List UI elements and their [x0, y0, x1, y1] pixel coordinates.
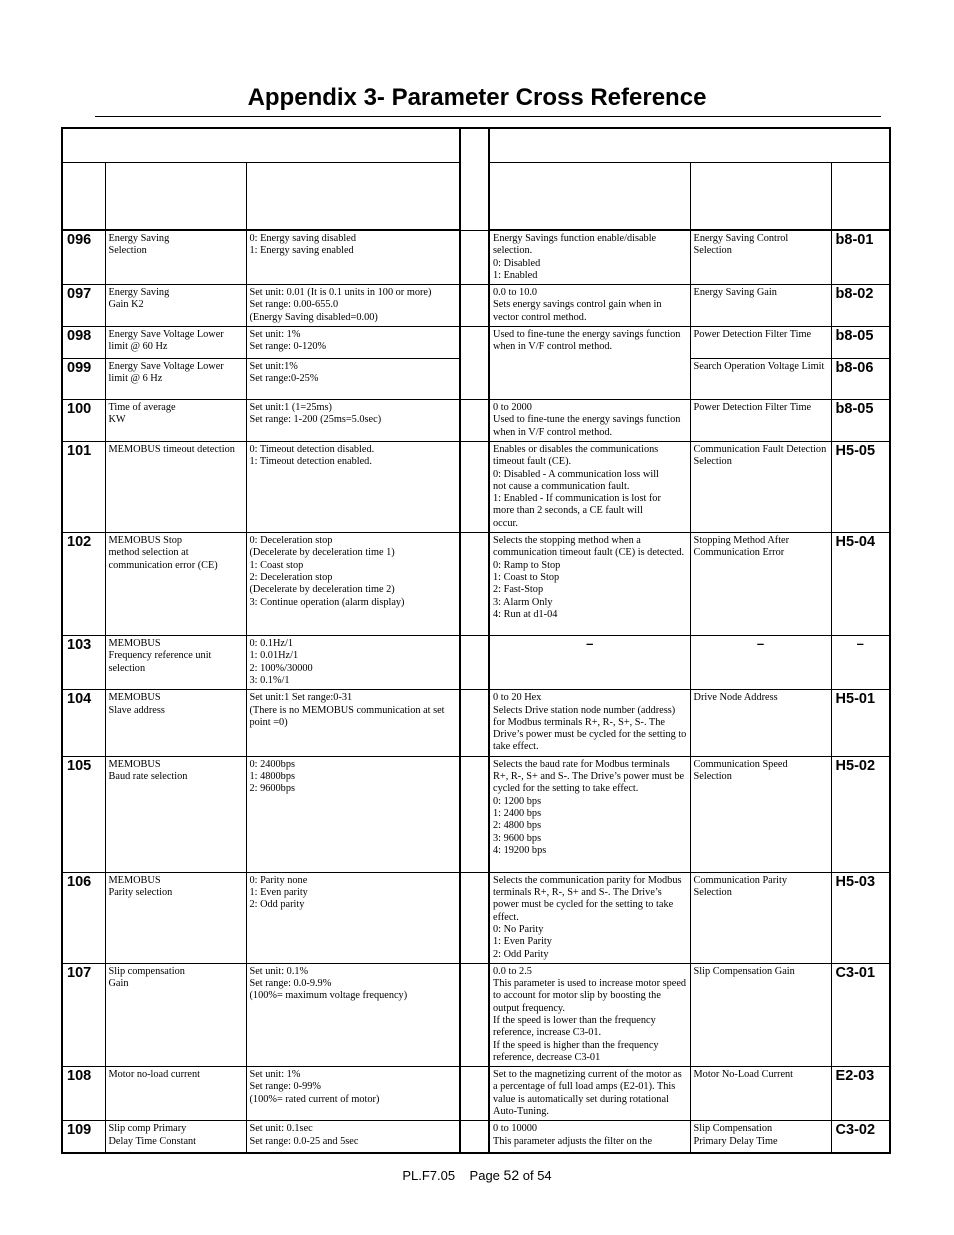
param-new-name: Slip Compensation Primary Delay Time	[690, 1121, 831, 1153]
param-number: 096	[62, 230, 105, 285]
param-name: Time of average KW	[105, 400, 246, 442]
table-row	[62, 441, 890, 532]
param-number: 097	[62, 285, 105, 327]
param-name: Energy Saving Selection	[105, 230, 246, 285]
param-code: H5-01	[831, 690, 890, 756]
table-row	[62, 1121, 890, 1153]
parameter-table	[61, 127, 891, 1154]
param-number: 102	[62, 533, 105, 636]
param-setting: Set unit: 1% Set range: 0-120%	[246, 327, 460, 359]
param-code: b8-05	[831, 327, 890, 359]
param-number: 107	[62, 963, 105, 1066]
param-number: 109	[62, 1121, 105, 1153]
table-row	[62, 230, 890, 285]
param-description: Selects the communication parity for Modbus terminals R+, R-, S+ and S-. The Drive’s power must be cycled for the setting to take effect. 0: No Parity 1: Even Parity 2: Odd Parity	[489, 872, 690, 963]
table-row	[62, 872, 890, 963]
header-cell	[246, 163, 460, 231]
table-row	[62, 1067, 890, 1121]
param-code: b8-05	[831, 400, 890, 442]
doc-id: PL.F7.05	[402, 1168, 456, 1183]
header-cell	[489, 163, 690, 231]
param-description: Selects the baud rate for Modbus terminals R+, R-, S+ and S-. The Drive’s power must be cycled for the setting to take effect. 0: 1200 bps 1: 2400 bps 2: 4800 bps 3: 9600 bps 4: 19200 bps	[489, 756, 690, 872]
header-old-group	[62, 128, 460, 163]
param-code: C3-01	[831, 963, 890, 1066]
param-new-name: Slip Compensation Gain	[690, 963, 831, 1066]
param-code: C3-02	[831, 1121, 890, 1153]
param-number: 099	[62, 359, 105, 400]
param-number: 101	[62, 441, 105, 532]
param-description: 0 to 20 Hex Selects Drive station node number (address) for Modbus terminals R+, R-, S+, S-. The Drive’s power must be cycled for the setting to take effect.	[489, 690, 690, 756]
param-setting: Set unit: 1% Set range: 0-99% (100%= rated current of motor)	[246, 1067, 460, 1121]
param-new-name: Power Detection Filter Time	[690, 400, 831, 442]
param-name: Energy Saving Gain K2	[105, 285, 246, 327]
param-name: Slip comp Primary Delay Time Constant	[105, 1121, 246, 1153]
param-new-name: Motor No-Load Current	[690, 1067, 831, 1121]
param-setting: Set unit: 0.1% Set range: 0.0-9.9% (100%= maximum voltage frequency)	[246, 963, 460, 1066]
table-row	[62, 285, 890, 327]
table-row	[62, 756, 890, 872]
param-description: 0 to 10000 This parameter adjusts the filter on the	[489, 1121, 690, 1153]
param-new-name: Energy Saving Control Selection	[690, 230, 831, 285]
gap-cell	[460, 872, 489, 963]
param-code: –	[831, 636, 890, 690]
gap-cell	[460, 1067, 489, 1121]
param-name: Slip compensation Gain	[105, 963, 246, 1066]
gap-cell	[460, 1121, 489, 1153]
page-total: of 54	[522, 1168, 552, 1183]
param-description: Enables or disables the communications timeout fault (CE). 0: Disabled - A communication loss will not cause a communication fault. 1: Enabled - If communication is lost for more than 2 seconds, a CE fault will occur.	[489, 441, 690, 532]
param-name: Energy Save Voltage Lower limit @ 6 Hz	[105, 359, 246, 400]
param-description: Selects the stopping method when a communication timeout fault (CE) is detected. 0: Ramp to Stop 1: Coast to Stop 2: Fast-Stop 3: Alarm Only 4: Run at d1-04	[489, 533, 690, 636]
header-cell	[62, 163, 105, 231]
param-new-name: Stopping Method After Communication Error	[690, 533, 831, 636]
param-name: MEMOBUS timeout detection	[105, 441, 246, 532]
param-setting: 0: Energy saving disabled 1: Energy saving enabled	[246, 230, 460, 285]
param-new-name: Energy Saving Gain	[690, 285, 831, 327]
gap-cell	[460, 230, 489, 285]
param-setting: 0: 0.1Hz/1 1: 0.01Hz/1 2: 100%/30000 3: 0.1%/1	[246, 636, 460, 690]
param-name: MEMOBUS Baud rate selection	[105, 756, 246, 872]
page-number: 52	[503, 1167, 520, 1183]
page-title: Appendix 3- Parameter Cross Reference	[247, 84, 707, 111]
table-row	[62, 690, 890, 756]
title-rule	[95, 116, 881, 117]
param-new-name: Search Operation Voltage Limit	[690, 359, 831, 400]
param-code: b8-06	[831, 359, 890, 400]
param-code: H5-02	[831, 756, 890, 872]
param-setting: 0: Parity none 1: Even parity 2: Odd parity	[246, 872, 460, 963]
param-description: 0.0 to 2.5 This parameter is used to increase motor speed to account for motor slip by boosting the output frequency. If the speed is lower than the frequency reference, increase C3-01. If the speed is higher than the frequency reference, decrease C3-01	[489, 963, 690, 1066]
gap-cell	[460, 636, 489, 690]
param-new-name: Power Detection Filter Time	[690, 327, 831, 359]
table-row	[62, 636, 890, 690]
param-description: Used to fine-tune the energy savings function when in V/F control method.	[489, 327, 690, 400]
param-description: Energy Savings function enable/disable selection. 0: Disabled 1: Enabled	[489, 230, 690, 285]
page-footer	[0, 1167, 954, 1183]
gap-cell	[460, 327, 489, 400]
param-name: MEMOBUS Parity selection	[105, 872, 246, 963]
param-code: H5-05	[831, 441, 890, 532]
header-gap	[460, 128, 489, 230]
header-row-top	[62, 128, 890, 163]
table-row	[62, 327, 890, 359]
header-cell	[690, 163, 831, 231]
param-name: Motor no-load current	[105, 1067, 246, 1121]
param-setting: Set unit: 0.1sec Set range: 0.0-25 and 5sec	[246, 1121, 460, 1153]
param-setting: Set unit:1 (1=25ms) Set range: 1-200 (25ms=5.0sec)	[246, 400, 460, 442]
param-new-name: –	[690, 636, 831, 690]
gap-cell	[460, 285, 489, 327]
param-description: Set to the magnetizing current of the motor as a percentage of full load amps (E2-01). This value is automatically set during rotational Auto-Tuning.	[489, 1067, 690, 1121]
param-number: 108	[62, 1067, 105, 1121]
header-cell	[105, 163, 246, 231]
table-row	[62, 533, 890, 636]
param-new-name: Communication Parity Selection	[690, 872, 831, 963]
param-number: 105	[62, 756, 105, 872]
page-label: Page	[469, 1168, 500, 1183]
param-number: 098	[62, 327, 105, 359]
param-code: b8-01	[831, 230, 890, 285]
param-new-name: Communication Speed Selection	[690, 756, 831, 872]
param-setting: 0: 2400bps 1: 4800bps 2: 9600bps	[246, 756, 460, 872]
param-name: MEMOBUS Slave address	[105, 690, 246, 756]
header-cell	[831, 163, 890, 231]
param-number: 106	[62, 872, 105, 963]
param-setting: Set unit: 0.01 (It is 0.1 units in 100 or more) Set range: 0.00-655.0 (Energy Saving disabled=0.00)	[246, 285, 460, 327]
gap-cell	[460, 533, 489, 636]
param-name: Energy Save Voltage Lower limit @ 60 Hz	[105, 327, 246, 359]
header-new-group	[489, 128, 890, 163]
gap-cell	[460, 756, 489, 872]
param-code: H5-04	[831, 533, 890, 636]
param-code: H5-03	[831, 872, 890, 963]
param-setting: 0: Timeout detection disabled. 1: Timeout detection enabled.	[246, 441, 460, 532]
table-row	[62, 400, 890, 442]
param-description: –	[489, 636, 690, 690]
param-code: E2-03	[831, 1067, 890, 1121]
gap-cell	[460, 441, 489, 532]
param-number: 103	[62, 636, 105, 690]
gap-cell	[460, 690, 489, 756]
param-number: 104	[62, 690, 105, 756]
param-name: MEMOBUS Stop method selection at communication error (CE)	[105, 533, 246, 636]
param-setting: Set unit:1 Set range:0-31 (There is no MEMOBUS communication at set point =0)	[246, 690, 460, 756]
param-code: b8-02	[831, 285, 890, 327]
param-number: 100	[62, 400, 105, 442]
gap-cell	[460, 963, 489, 1066]
gap-cell	[460, 400, 489, 442]
table-row	[62, 963, 890, 1066]
param-description: 0.0 to 10.0 Sets energy savings control gain when in vector control method.	[489, 285, 690, 327]
param-setting: 0: Deceleration stop (Decelerate by deceleration time 1) 1: Coast stop 2: Deceleration stop (Decelerate by deceleration time 2) 3: Continue operation (alarm display)	[246, 533, 460, 636]
param-new-name: Drive Node Address	[690, 690, 831, 756]
param-description: 0 to 2000 Used to fine-tune the energy savings function when in V/F control method.	[489, 400, 690, 442]
param-new-name: Communication Fault Detection Selection	[690, 441, 831, 532]
param-setting: Set unit:1% Set range:0-25%	[246, 359, 460, 400]
param-name: MEMOBUS Frequency reference unit selection	[105, 636, 246, 690]
